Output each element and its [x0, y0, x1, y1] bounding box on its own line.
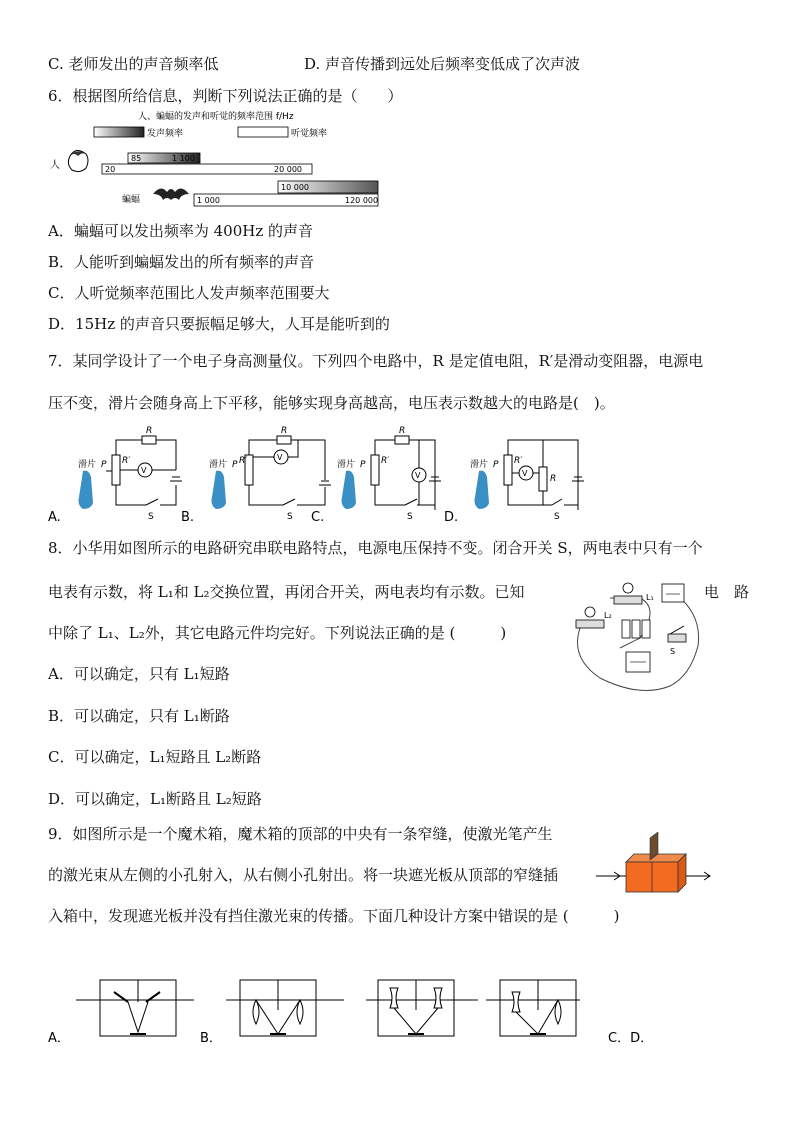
q9-label-b: B． — [200, 1031, 222, 1046]
svg-text:R′: R′ — [381, 456, 390, 466]
q8-stem-line3: 中除了 L₁、L₂外，其它电路元件均完好。下列说法正确的是 ( ) — [48, 624, 507, 642]
q9-stem-line3: 入箱中，发现遮光板并没有挡住激光束的传播。下面几种设计方案中错误的是 ( ) — [48, 907, 620, 925]
figure-title: 人、蝙蝠的发声和听觉的频率范围 f/Hz — [138, 112, 294, 122]
bat-hear-high: 120 000 — [345, 196, 379, 205]
circuit-c — [311, 426, 441, 525]
q8-option-b: B．可以确定，只有 L₁断路 — [48, 707, 230, 725]
q7-circuit-options — [48, 425, 588, 525]
human-head-icon — [68, 150, 88, 171]
q6-option-c: C．人听觉频率范围比人发声频率范围要大 — [48, 284, 330, 302]
svg-text:S: S — [670, 647, 676, 656]
q8-option-d: D．可以确定，L₁断路且 L₂短路 — [48, 790, 262, 808]
q9-label-a: A． — [48, 1031, 70, 1046]
q8-stem-line2: 电表有示数，将 L₁和 L₂交换位置，再闭合开关，两电表均有示数。已知 — [48, 583, 525, 601]
svg-text:L₁: L₁ — [646, 593, 654, 602]
q6-stem: 6．根据图所给信息，判断下列说法正确的是（ ） — [48, 87, 403, 105]
q7-stem-line1: 7．某同学设计了一个电子身高测量仪。下列四个电路中，R 是定值电阻，R′是滑动变阻器，电源电 — [48, 352, 704, 370]
svg-text:S: S — [407, 512, 413, 522]
q8-option-a: A．可以确定，只有 L₁短路 — [48, 665, 230, 683]
svg-text:S: S — [287, 512, 293, 522]
svg-text:P: P — [360, 460, 366, 470]
battery — [622, 620, 650, 638]
q9-stem-line2: 的激光束从左侧的小孔射入，从右侧小孔射出。将一块遮光板从顶部的窄缝插 — [48, 866, 559, 884]
q9-magic-box-figure — [596, 832, 716, 896]
option-c-label: C. — [311, 510, 325, 525]
q9-design-options — [48, 976, 748, 1056]
q9-label-cd: C．D． — [608, 1031, 654, 1046]
svg-text:P: P — [232, 460, 238, 470]
human-hear-low: 20 — [105, 165, 116, 174]
q8-option-c: C．可以确定，L₁短路且 L₂断路 — [48, 748, 262, 766]
option-a-label: A. — [48, 510, 61, 525]
svg-text:R′: R′ — [122, 456, 131, 466]
human-label: 人 — [50, 160, 60, 171]
svg-text:V: V — [415, 471, 421, 480]
bat-icon — [153, 188, 189, 200]
circuit-d — [444, 440, 584, 525]
svg-text:S: S — [148, 512, 154, 522]
q6-frequency-figure — [48, 108, 388, 214]
svg-text:滑片: 滑片 — [337, 460, 356, 470]
design-a — [76, 980, 194, 1036]
circuit-a — [48, 426, 182, 525]
svg-text:R′: R′ — [239, 456, 248, 466]
design-c — [366, 980, 478, 1036]
q6-option-b: B．人能听到蝙蝠发出的所有频率的声音 — [48, 253, 315, 271]
bat-emit-low: 10 000 — [281, 183, 309, 192]
option-d-label: D. — [444, 510, 459, 525]
svg-text:滑片: 滑片 — [209, 460, 228, 470]
lamp-l1 — [614, 583, 654, 604]
q5-option-c: C. 老师发出的声音频率低 — [48, 55, 219, 73]
switch-s — [668, 626, 686, 656]
svg-text:L₂: L₂ — [604, 611, 612, 620]
q9-stem-line1: 9．如图所示是一个魔术箱，魔术箱的顶部的中央有一条窄缝，使激光笔产生 — [48, 825, 553, 843]
svg-text:R: R — [281, 426, 288, 436]
q6-option-a: A．蝙蝠可以发出频率为 400Hz 的声音 — [48, 222, 313, 240]
human-emit-high: 1 100 — [172, 154, 195, 163]
svg-text:R′: R′ — [514, 456, 523, 466]
svg-text:R: R — [550, 474, 557, 484]
legend-hear: 听觉频率 — [291, 129, 328, 139]
q5-option-d: D. 声音传播到远处后频率变低成了次声波 — [304, 55, 581, 73]
voltmeter-top — [662, 584, 684, 602]
ammeter-bottom — [626, 652, 650, 672]
q8-stem-line1: 8．小华用如图所示的电路研究串联电路特点，电源电压保持不变。闭合开关 S，两电表中只有一个 — [48, 539, 703, 557]
lamp-l2 — [576, 607, 612, 628]
legend-emit: 发声频率 — [147, 129, 184, 139]
circuit-b — [181, 426, 331, 525]
q6-option-d: D．15Hz 的声音只要振幅足够大，人耳是能听到的 — [48, 315, 390, 333]
human-emit-low: 85 — [131, 154, 142, 163]
design-b — [226, 980, 344, 1036]
svg-text:滑片: 滑片 — [470, 460, 489, 470]
bat-hear-low: 1 000 — [197, 196, 220, 205]
q8-circuit-figure — [570, 578, 700, 702]
design-d — [486, 980, 580, 1036]
svg-text:R: R — [399, 426, 406, 436]
slider-label: 滑片 — [78, 460, 97, 470]
human-hear-high: 20 000 — [274, 165, 302, 174]
svg-text:V: V — [277, 453, 283, 462]
svg-text:V: V — [141, 466, 147, 475]
option-b-label: B. — [181, 510, 195, 525]
bat-label: 蝙蝠 — [122, 195, 141, 205]
svg-text:R: R — [146, 426, 153, 436]
svg-text:S: S — [554, 512, 560, 522]
q8-stem-line2-end: 电 路 — [704, 583, 750, 601]
p-label: P — [101, 460, 107, 470]
q7-stem-line2: 压不变，滑片会随身高上下平移，能够实现身高越高，电压表示数越大的电路是( )。 — [48, 394, 615, 412]
svg-text:V: V — [522, 469, 528, 478]
svg-text:P: P — [493, 460, 499, 470]
